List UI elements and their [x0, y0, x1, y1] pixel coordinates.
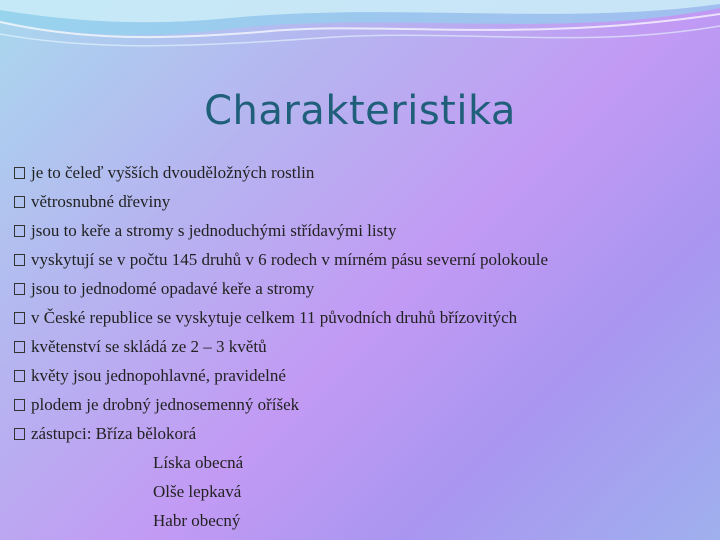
bullet-icon	[14, 254, 25, 266]
bullet-icon	[14, 167, 25, 179]
bullet-text: vyskytují se v počtu 145 druhů v 6 rodech v mírném pásu severní polokoule	[31, 250, 548, 269]
bullet-text: je to čeleď vyšších dvouděložných rostlin	[31, 163, 315, 182]
bullet-text: zástupci: Bříza bělokorá	[31, 424, 197, 443]
list-item	[14, 216, 714, 245]
list-item	[14, 274, 714, 303]
bullet-icon	[14, 312, 25, 324]
list-continuation: Líska obecná	[153, 453, 244, 472]
decorative-waves	[0, 0, 720, 70]
list-continuation: Olše lepkavá	[153, 482, 242, 501]
list-item	[14, 419, 714, 448]
bullet-icon	[14, 370, 25, 382]
bullet-icon	[14, 283, 25, 295]
list-item	[14, 158, 714, 187]
bullet-text: v České republice se vyskytuje celkem 11 původních druhů břízovitých	[31, 308, 518, 327]
bullet-text: plodem je drobný jednosemenný oříšek	[31, 395, 300, 414]
list-item	[14, 361, 714, 390]
list-item	[14, 332, 714, 361]
bullet-text: jsou to keře a stromy s jednoduchými střídavými listy	[31, 221, 397, 240]
bullet-icon	[14, 399, 25, 411]
bullet-text: květenství se skládá ze 2 – 3 květů	[31, 337, 267, 356]
slide-title: Charakteristika	[204, 88, 516, 134]
list-item	[14, 303, 714, 332]
bullet-icon	[14, 225, 25, 237]
bullet-text: jsou to jednodomé opadavé keře a stromy	[31, 279, 315, 298]
list-continuation: Habr obecný	[153, 511, 241, 530]
bullet-list	[14, 158, 714, 535]
bullet-text: květy jsou jednopohlavné, pravidelné	[31, 366, 286, 385]
list-item	[14, 187, 714, 216]
list-item	[14, 245, 714, 274]
bullet-icon	[14, 196, 25, 208]
bullet-icon	[14, 428, 25, 440]
bullet-icon	[14, 341, 25, 353]
bullet-text: větrosnubné dřeviny	[31, 192, 171, 211]
list-item	[14, 390, 714, 419]
